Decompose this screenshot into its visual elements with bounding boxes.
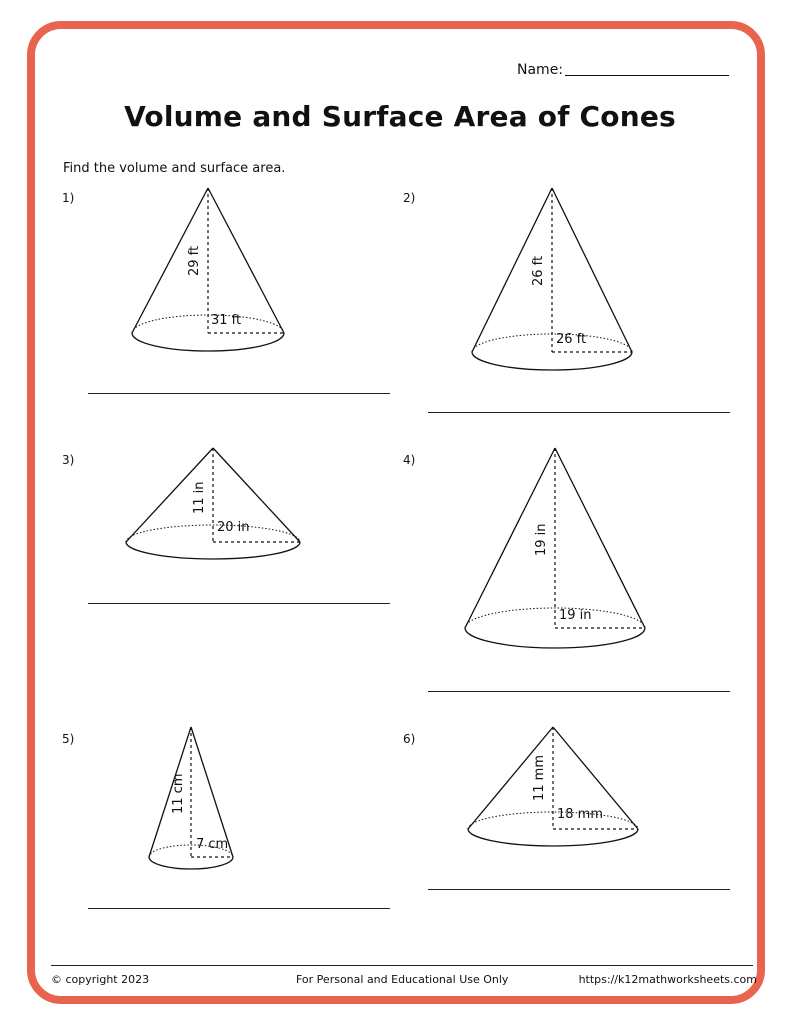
answer-line[interactable] [88, 908, 390, 909]
height-label: 11 mm [532, 754, 547, 801]
radius-label: 18 mm [557, 807, 604, 822]
cone-figure-2 [472, 188, 632, 370]
answer-line[interactable] [88, 393, 390, 394]
problem-number: 3) [62, 453, 75, 467]
height-label: 26 ft [531, 255, 546, 286]
footer-copyright: © copyright 2023 [51, 973, 150, 986]
radius-label: 7 cm [196, 837, 229, 852]
answer-line[interactable] [428, 889, 730, 890]
cone-figure-6 [468, 727, 638, 846]
height-label: 11 in [192, 481, 207, 514]
problem-number: 6) [403, 732, 416, 746]
radius-label: 20 in [217, 520, 250, 535]
problem-number: 2) [403, 191, 416, 205]
problem-number: 1) [62, 191, 75, 205]
footer-usage: For Personal and Educational Use Only [296, 973, 509, 986]
answer-line[interactable] [428, 412, 730, 413]
radius-label: 31 ft [211, 313, 242, 328]
height-label: 19 in [534, 523, 549, 556]
height-label: 11 cm [171, 773, 186, 814]
footer-website[interactable]: https://k12mathworksheets.com [578, 973, 757, 986]
answer-line[interactable] [428, 691, 730, 692]
height-label: 29 ft [187, 245, 202, 276]
radius-label: 19 in [559, 608, 592, 623]
problem-number: 4) [403, 453, 416, 467]
cone-figure-3 [126, 448, 300, 559]
name-label: Name: [517, 62, 564, 78]
cone-figure-4 [465, 448, 645, 648]
cone-figure-1 [132, 188, 284, 351]
radius-label: 26 ft [556, 332, 587, 347]
cone-figure-5 [149, 727, 233, 869]
page-title: Volume and Surface Area of Cones [124, 100, 676, 133]
problem-number: 5) [62, 732, 75, 746]
footer-divider [51, 965, 753, 966]
instructions: Find the volume and surface area. [63, 161, 286, 176]
answer-line[interactable] [88, 603, 390, 604]
